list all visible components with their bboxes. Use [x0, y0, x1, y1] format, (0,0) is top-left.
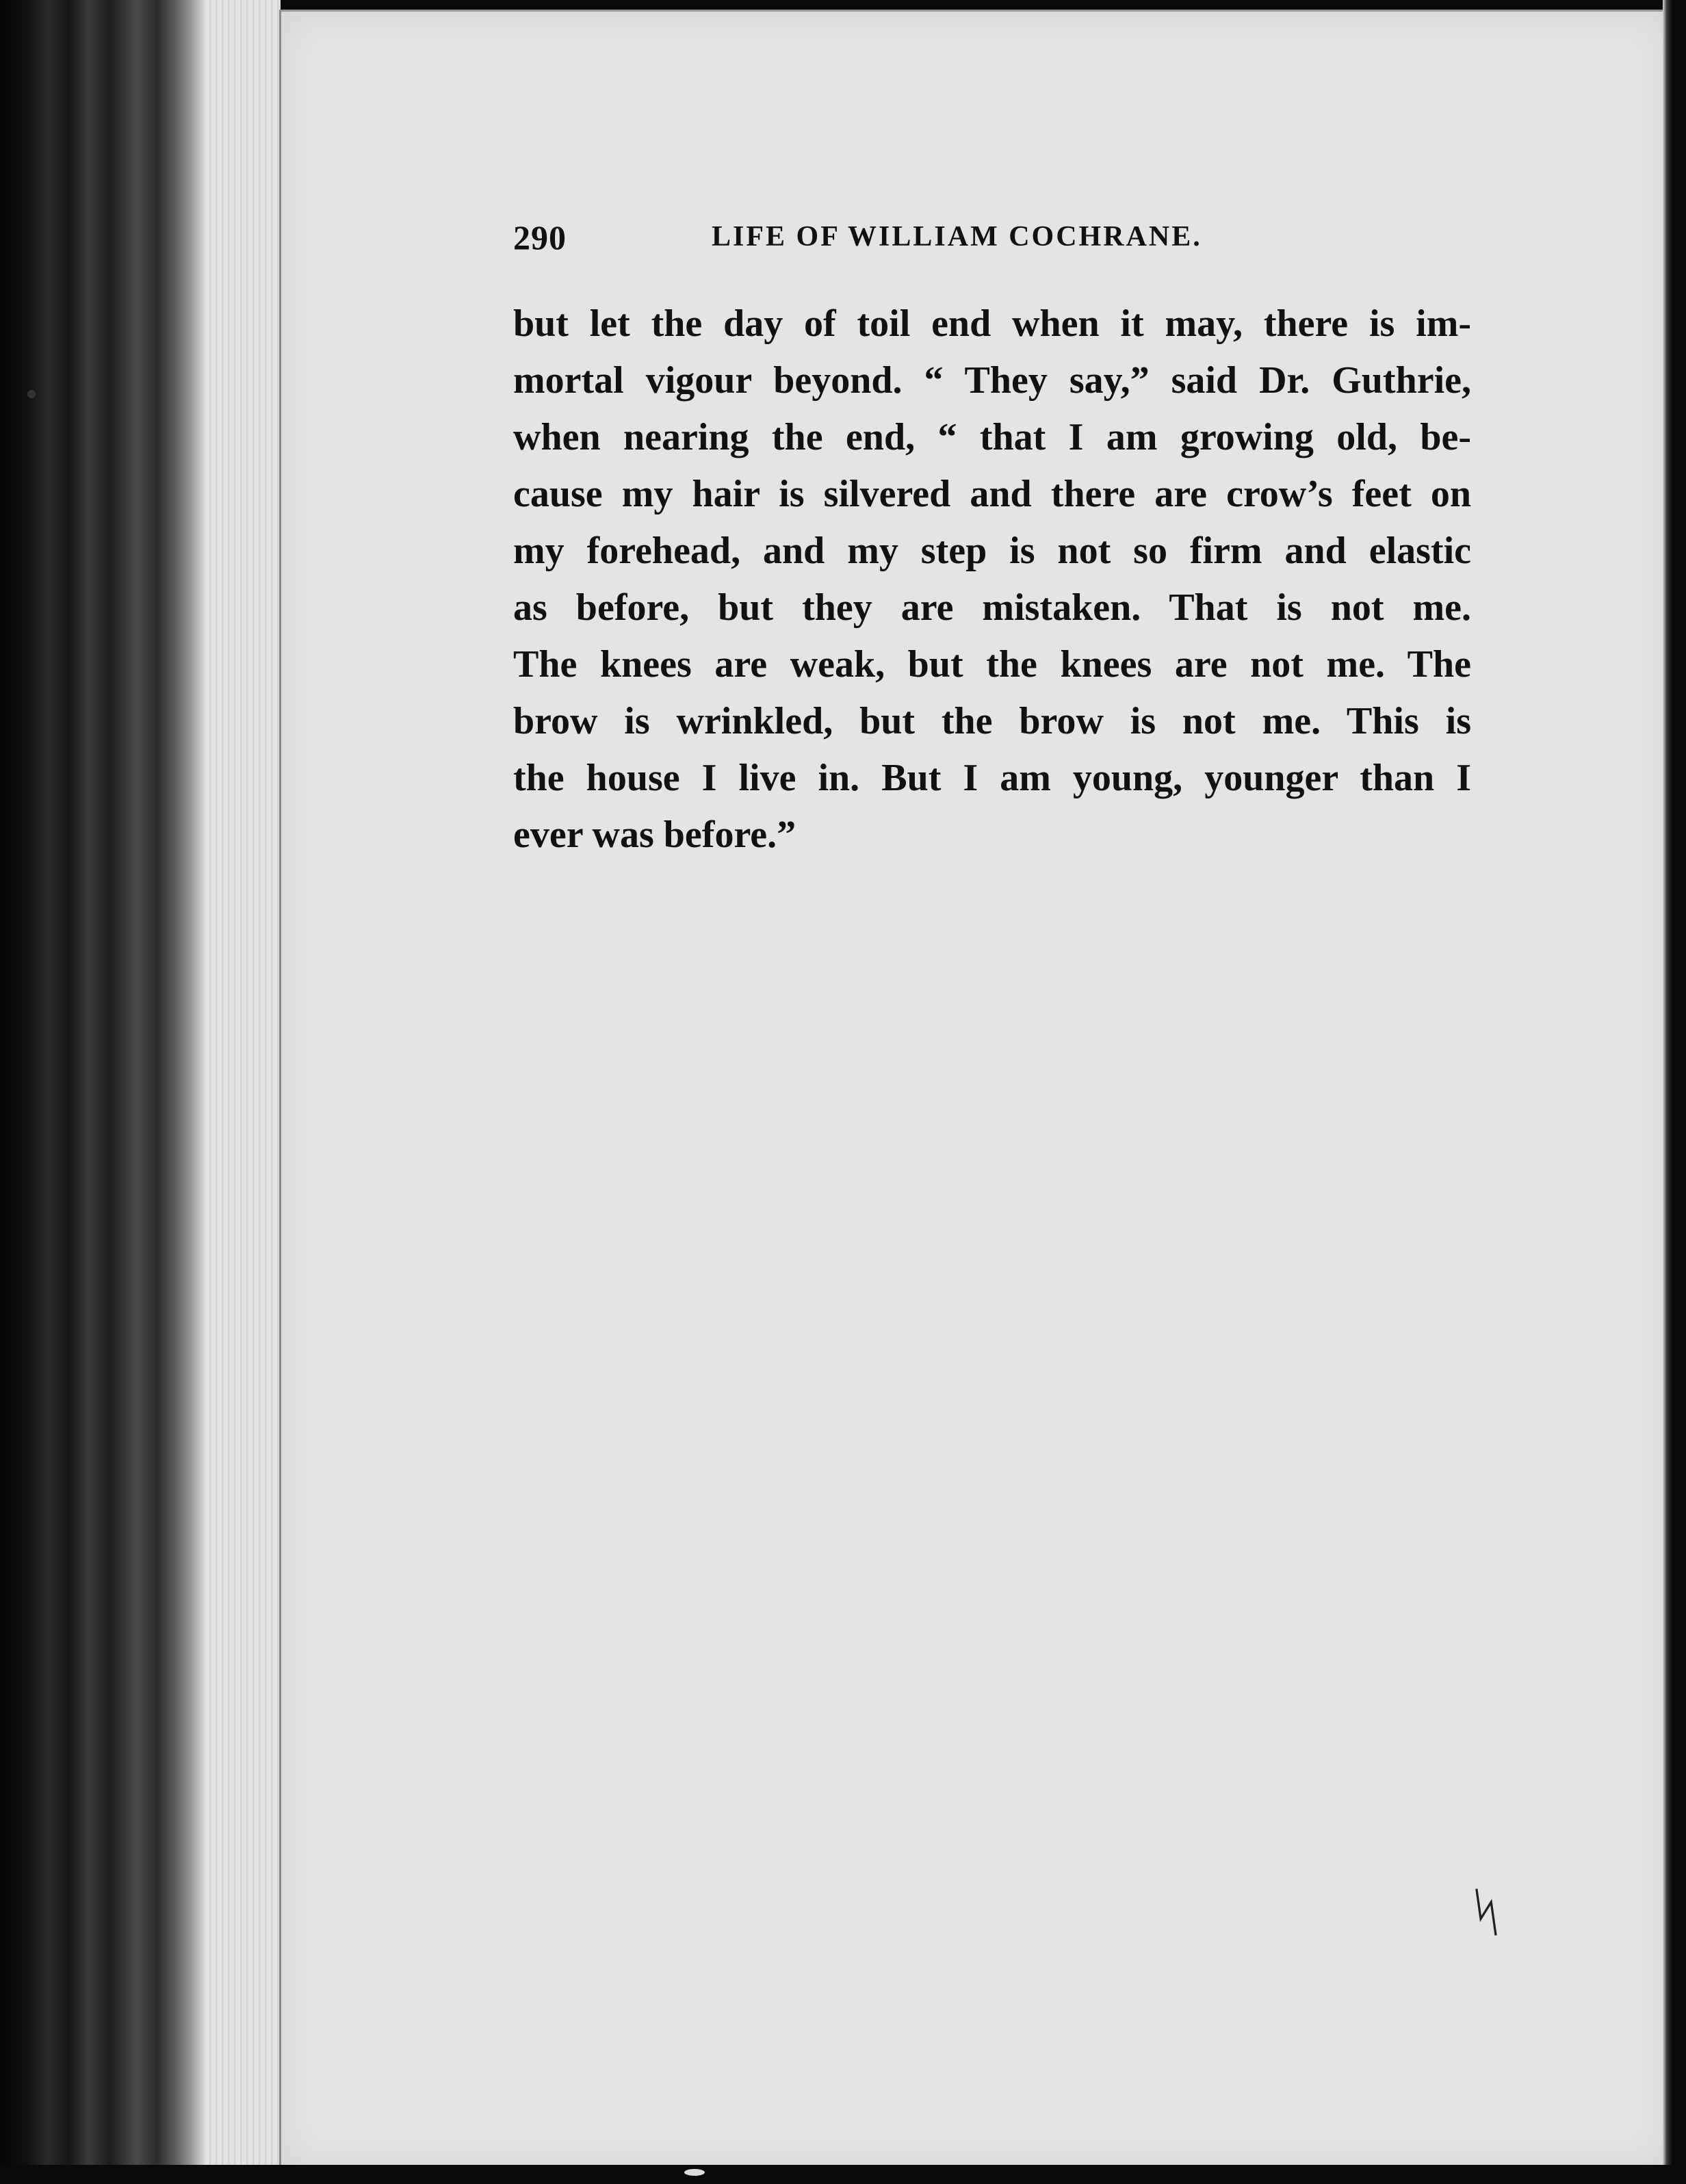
- handwritten-mark: ᛋ: [1465, 1878, 1507, 1946]
- page-header: [513, 218, 1485, 265]
- right-border: [1663, 0, 1686, 2184]
- dust-speck: [27, 390, 36, 398]
- text-line: The knees are weak, but the knees are not me. The: [513, 643, 1471, 686]
- book-spine: [0, 0, 205, 2184]
- dust-speck: [684, 2169, 705, 2176]
- page-edges: [205, 0, 281, 2184]
- text-line: mortal vigour beyond. “ They say,” said Dr. Guthrie,: [513, 359, 1471, 402]
- text-line: brow is wrinkled, but the brow is not me. This is: [513, 700, 1471, 742]
- page-number: 290: [513, 218, 567, 257]
- body-text: [513, 296, 1471, 863]
- text-line: my forehead, and my step is not so firm and elastic: [513, 530, 1471, 572]
- bottom-border: [0, 2165, 1686, 2184]
- text-line: the house I live in. But I am young, younger than I: [513, 757, 1471, 799]
- text-line: when nearing the end, “ that I am growing old, be-: [513, 416, 1471, 458]
- running-title: LIFE OF WILLIAM COCHRANE.: [712, 221, 1202, 252]
- text-line: as before, but they are mistaken. That is not me.: [513, 586, 1471, 629]
- text-line: but let the day of toil end when it may, there is im-: [513, 302, 1471, 345]
- text-line: ever was before.”: [513, 814, 796, 856]
- text-line: cause my hair is silvered and there are crow’s feet on: [513, 473, 1471, 515]
